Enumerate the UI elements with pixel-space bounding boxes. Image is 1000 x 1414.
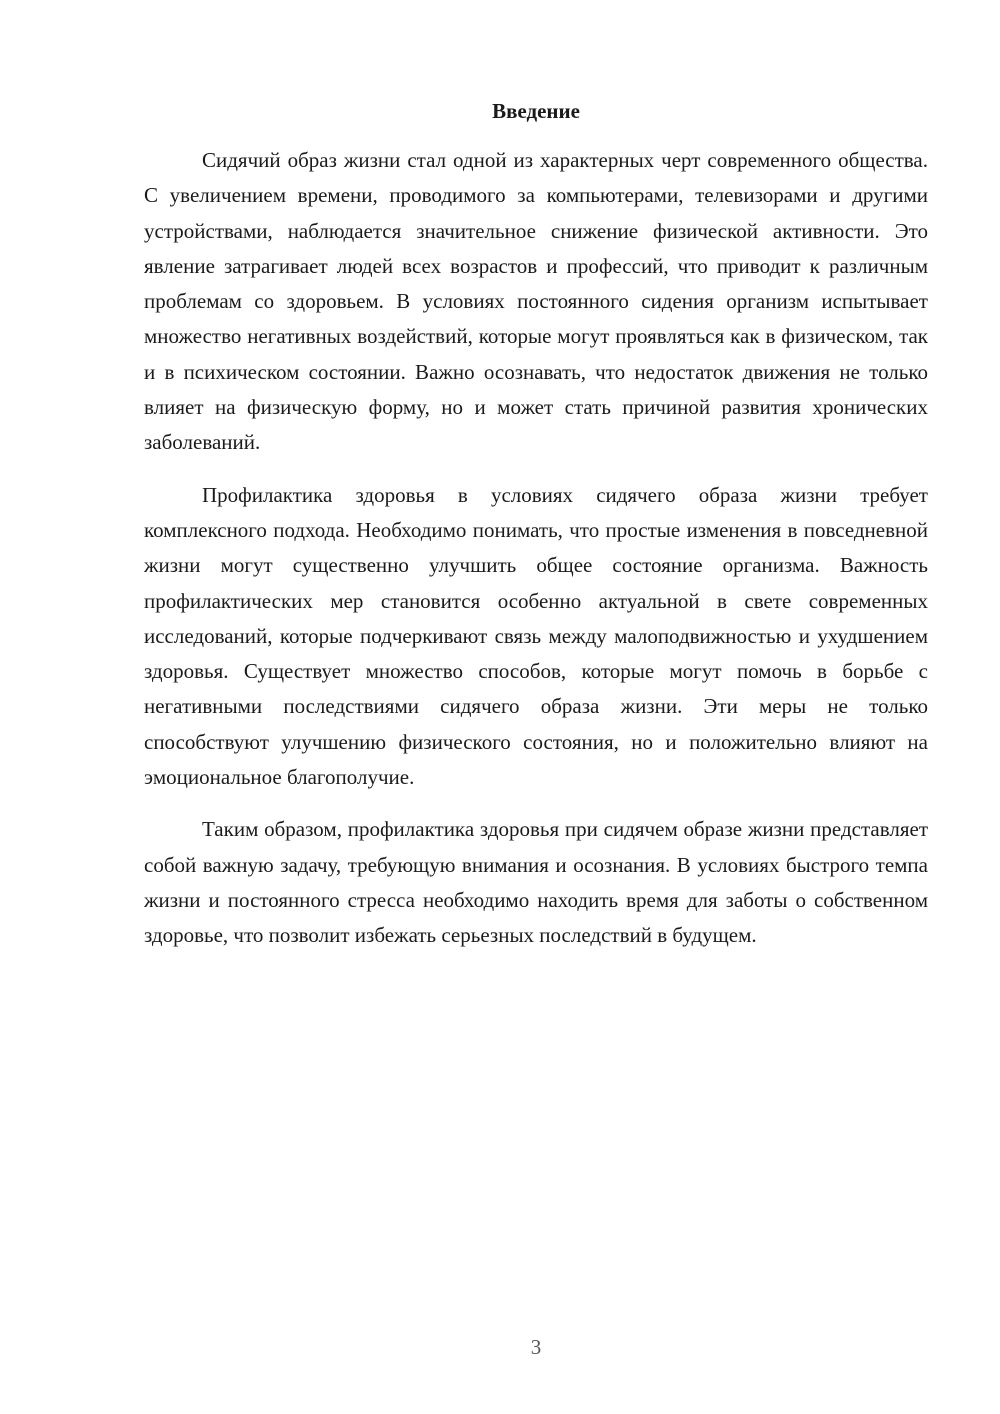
page-content (144, 96, 928, 954)
paragraph-1: Сидячий образ жизни стал одной из характерных черт современного общества. С увеличением времени, проводимого за компьютерами, телевизорами и другими устройствами, наблюдается значительное снижение физической активности. Это явление затрагивает людей всех возрастов и профессий, что приводит к различным проблемам со здоровьем. В условиях постоянного сидения организм испытывает множество негативных воздействий, которые могут проявляться как в физическом, так и в психическом состоянии. Важно осознавать, что недостаток движения не только влияет на физическую форму, но и может стать причиной развития хронических заболеваний. (144, 148, 928, 455)
paragraph-3: Таким образом, профилактика здоровья при сидячем образе жизни представляет собой важную задачу, требующую внимания и осознания. В условиях быстрого темпа жизни и постоянного стресса необходимо находить время для заботы о собственном здоровье, что позволит избежать серьезных последствий в будущем. (144, 817, 928, 948)
section-title: Введение (492, 99, 580, 123)
paragraph-2: Профилактика здоровья в условиях сидячего образа жизни требует комплексного подхода. Необходимо понимать, что простые изменения в повседневной жизни могут существенно улучшить общее состояние организма. Важность профилактических мер становится особенно актуальной в свете современных исследований, которые подчеркивают связь между малоподвижностью и ухудшением здоровья. Существует множество способов, которые могут помочь в борьбе с негативными последствиями сидячего образа жизни. Эти меры не только способствуют улучшению физического состояния, но и положительно влияют на эмоциональное благополучие. (144, 482, 928, 790)
page-number: 3 (530, 1335, 542, 1359)
